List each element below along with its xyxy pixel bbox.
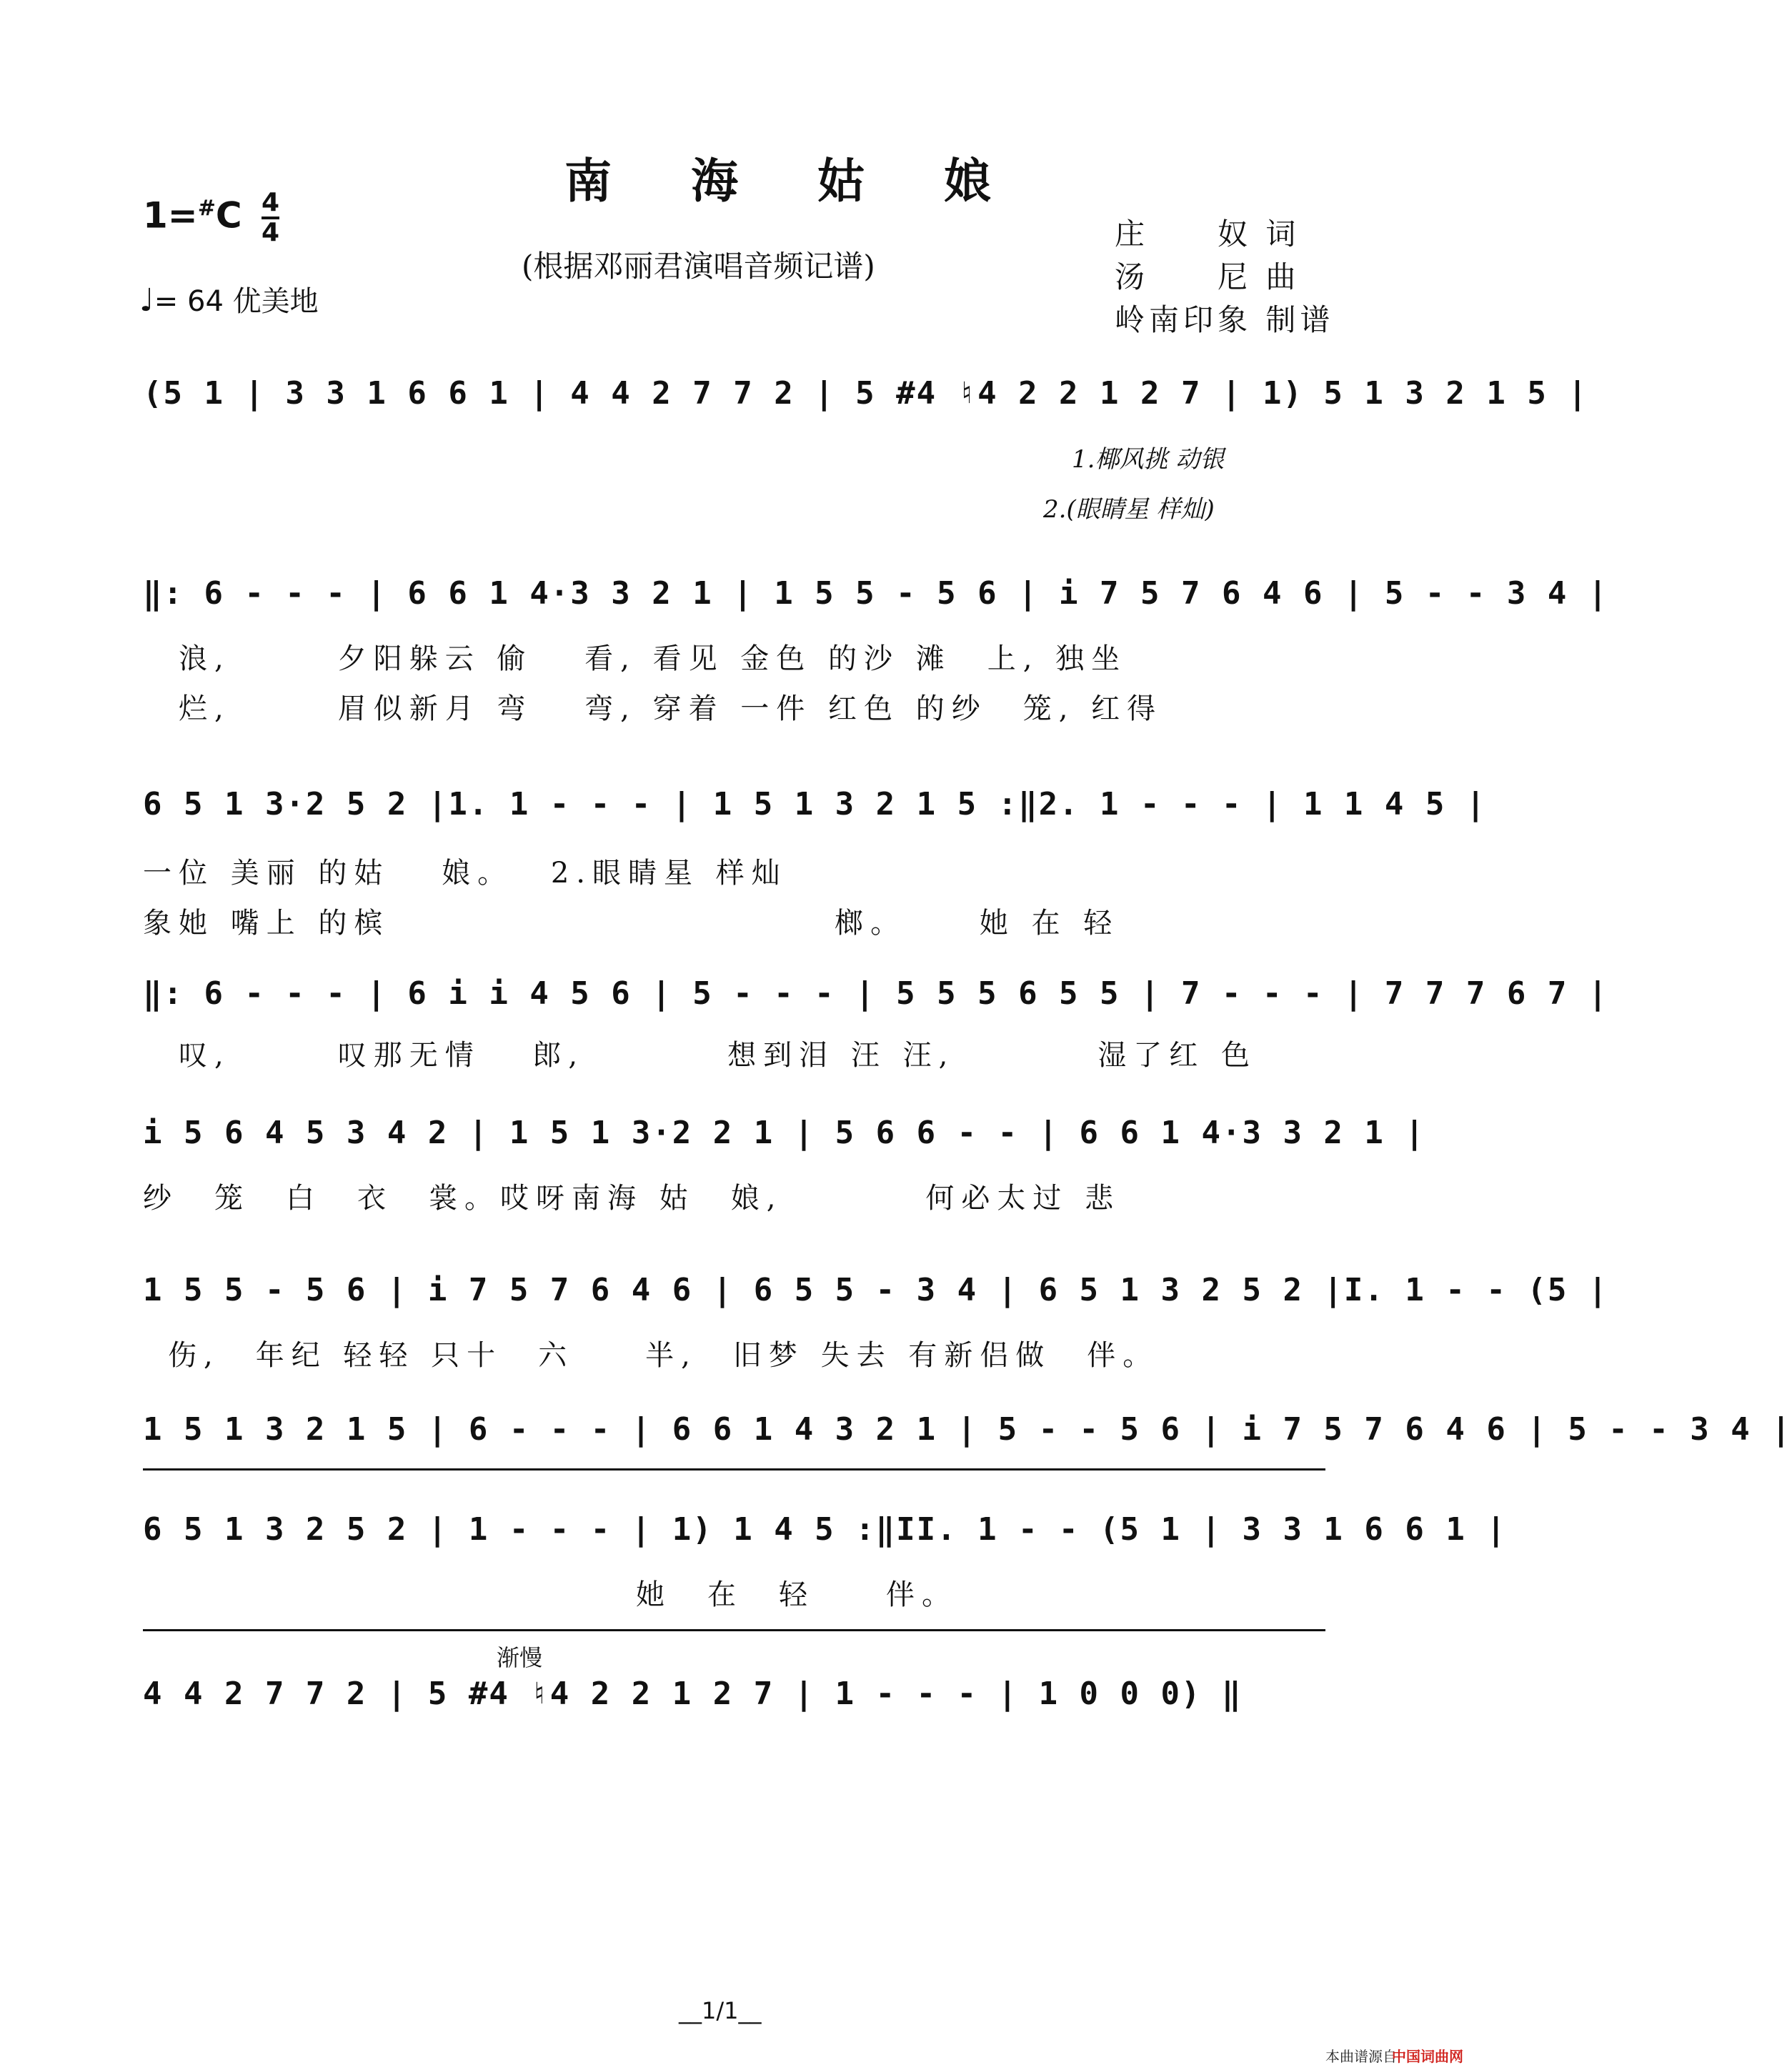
- system-2-notes: ‖: 6 - - - | 6 6 1 4·3 3 2 1 | 1 5 5 - 5 6 | i 7 5 7 6 4 6 | 5 - - 3 4 |: [143, 575, 1609, 612]
- system-5-notes: i 5 6 4 5 3 4 2 | 1 5 1 3·2 2 1 | 5 6 6 - - | 6 6 1 4·3 3 2 1 |: [143, 1115, 1425, 1151]
- quarter-note-icon: ♩: [139, 282, 154, 319]
- system-7-notes: 1 5 1 3 2 1 5 | 6 - - - | 6 6 1 4 3 2 1 | 5 - - 5 6 | i 7 5 7 6 4 6 | 5 - - 3 4 |: [143, 1411, 1792, 1448]
- system-8-lyric-1: 她 在 轻 伴。: [636, 1578, 957, 1611]
- system-6-lyric-1: 伤, 年纪 轻轻 只十 六 半, 旧梦 失去 有新侣做 伴。: [168, 1339, 1159, 1372]
- system-9-notes: 4 4 2 7 7 2 | 5 #4 ♮4 2 2 1 2 7 | 1 - - - | 1 0 0 0) ‖: [143, 1676, 1243, 1712]
- system-4-lyric-1: 叹, 叹那无情 郎, 想到泪 汪 汪, 湿了红 色: [179, 1039, 1258, 1072]
- footer-site-link[interactable]: 中国词曲网: [1392, 2048, 1463, 2065]
- system-1-lyric-1: 1.椰风挑 动银: [1072, 445, 1225, 474]
- credit-lyricist: 庄 奴 词: [1115, 217, 1300, 252]
- system-4-notes: ‖: 6 - - - | 6 i i 4 5 6 | 5 - - - | 5 5 5 6 5 5 | 7 - - - | 7 7 7 6 7 |: [143, 975, 1609, 1012]
- sharp-icon: #: [197, 195, 216, 221]
- system-1-notes: (5 1 | 3 3 1 6 6 1 | 4 4 2 7 7 2 | 5 #4 ♮4 2 2 1 2 7 | 1) 5 1 3 2 1 5 |: [143, 375, 1588, 412]
- key-note: C: [215, 194, 242, 237]
- credit-transcriber: 岭南印象 制谱: [1115, 302, 1335, 337]
- system-5-lyric-1: 纱 笼 白 衣 裳。哎呀南海 姑 娘, 何必太过 悲: [143, 1182, 1121, 1215]
- system-3-lyric-1: 一位 美丽 的姑 娘。 2.眼睛星 样灿: [143, 857, 787, 890]
- key-label: 1=: [143, 194, 198, 237]
- system-2-lyric-2: 烂, 眉似新月 弯 弯, 穿着 一件 红色 的纱 笼, 红得: [179, 692, 1163, 725]
- rit-marking: 渐慢: [497, 1644, 543, 1671]
- system-2-lyric-1: 浪, 夕阳躲云 偷 看, 看见 金色 的沙 滩 上, 独坐: [179, 642, 1128, 675]
- tempo-text: = 64 优美地: [154, 285, 319, 318]
- song-title: 南 海 姑 娘: [564, 153, 1022, 209]
- page-number: __1/1__: [679, 1997, 762, 2024]
- key-signature: [143, 189, 279, 247]
- system-3-lyric-2: 象她 嘴上 的槟 榔。 她 在 轻: [143, 907, 1120, 940]
- credit-composer: 汤 尼 曲: [1115, 259, 1300, 294]
- subtitle: (根据邓丽君演唱音频记谱): [522, 249, 875, 284]
- system-3-notes: 6 5 1 3·2 5 2 |1. 1 - - - | 1 5 1 3 2 1 5 :‖2. 1 - - - | 1 1 4 5 |: [143, 786, 1487, 822]
- time-bottom: 4: [261, 218, 280, 247]
- separator-line: [143, 1629, 1325, 1631]
- time-signature: [262, 189, 279, 247]
- footer-source: 本曲谱源自: [1325, 2048, 1397, 2065]
- time-top: 4: [262, 189, 279, 219]
- tempo-marking: [139, 279, 319, 319]
- separator-line: [143, 1468, 1325, 1471]
- system-6-notes: 1 5 5 - 5 6 | i 7 5 7 6 4 6 | 6 5 5 - 3 4 | 6 5 1 3 2 5 2 |I. 1 - - (5 |: [143, 1272, 1609, 1308]
- system-8-notes: 6 5 1 3 2 5 2 | 1 - - - | 1) 1 4 5 :‖II. 1 - - (5 1 | 3 3 1 6 6 1 |: [143, 1511, 1507, 1548]
- system-1-lyric-2: 2.(眼睛星 样灿): [1043, 495, 1215, 524]
